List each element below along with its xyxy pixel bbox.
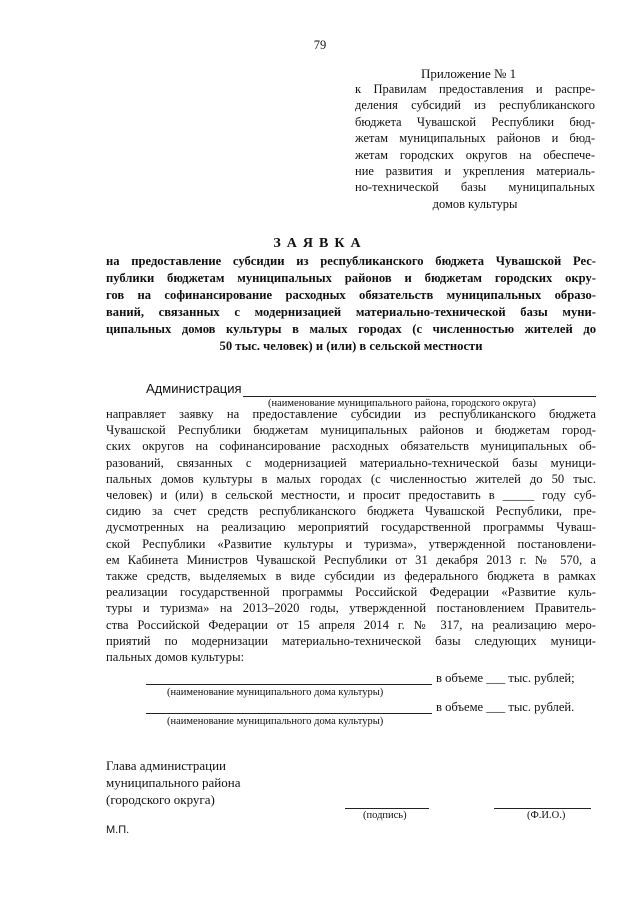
body-line: реализации государственной программы Российской Федерации «Развитие куль- [106,585,596,600]
appendix-line: бюджета Чувашской Республики бюд- [355,114,595,129]
body-text [106,406,596,665]
subtitle-line: 50 тыс. человек) и (или) в сельской местности [219,339,483,354]
body-line: также средств, выделяемых в виде субсидии из федерального бюджета в рамках [106,569,596,584]
subtitle-line: гов на софинансирование расходных обязательств муниципальных образо- [106,288,596,303]
appendix-line: к Правилам предоставления и распре- [355,82,595,96]
body-line: ем Кабинета Министров Чувашской Республики от 31 декабря 2013 г. № 570, а [106,552,596,567]
house-amount-text: в объеме ___ тыс. рублей; [436,671,575,685]
house-name-field[interactable] [146,684,432,685]
admin-caption: (наименование муниципального района, городского округа) [268,398,536,409]
admin-label: Администрация [146,381,242,396]
body-line: ской Республики «Развитие культуры и туризма», утвержденной постановлени- [106,536,596,551]
appendix-line: ние развития и укрепления материаль- [355,164,595,179]
subtitle-line: публики бюджетам муниципальных районов и бюджетам городских окру- [106,271,596,286]
full-name-caption: (Ф.И.О.) [527,810,566,821]
page-number: 79 [313,38,327,52]
appendix-line: домов культуры [432,196,518,211]
signatory-title [106,758,240,808]
body-line: ства Российской Федерации от 15 апреля 2014 г. № 317, на реализацию меро- [106,617,596,632]
house-amount-text: в объеме ___ тыс. рублей. [436,700,575,714]
appendix-line: жетам городских округов на обеспече- [355,147,595,162]
signatory-line: муниципального района [106,774,241,790]
appendix-line: жетам муниципальных районов и бюд- [355,131,595,146]
document-subtitle [106,253,596,356]
body-line: сидию за счет средств республиканского бюджета Чувашской Республики, пре- [106,504,596,519]
body-line: туры и туризма» на 2013–2020 годы, утвержденной постановлением Правитель- [106,601,596,616]
body-line: Чувашской Республики бюджетам муниципальных районов и бюджетам город- [106,423,596,438]
admin-name-field[interactable] [243,396,596,397]
stamp-label: М.П. [106,824,130,836]
house-caption: (наименование муниципального дома культуры) [167,687,384,698]
body-line: направляет заявку на предоставление субсидии из республиканского бюджета [106,407,596,421]
body-line: ских округов на софинансирование расходных обязательств муниципальных об- [106,439,596,454]
subtitle-line: ваний, связанных с модернизацией материально-технической базы муни- [106,305,596,320]
signatory-line: (городского округа) [106,791,215,807]
house-name-field[interactable] [146,713,432,714]
body-line: дусмотренных на реализацию мероприятий государственной программы Чуваш- [106,520,596,535]
subtitle-line: ципальных домов культуры в малых городах (с численностью жителей до [106,322,596,337]
signature-field[interactable] [345,808,429,809]
signature-caption: (подпись) [363,810,407,821]
appendix-line: деления субсидий из республиканского [355,98,595,113]
full-name-field[interactable] [494,808,591,809]
signatory-line: Глава администрации [106,758,227,773]
body-line: пальных домов культуры: [106,650,245,665]
appendix-text [355,81,595,212]
body-line: пальных домов культуры в малых городах (с численностью жителей до 50 тыс. [106,471,596,486]
appendix-line: но-технической базы муниципальных [355,180,595,195]
document-title: ЗАЯВКА [273,236,367,251]
house-caption: (наименование муниципального дома культуры) [167,716,384,727]
subtitle-line: на предоставление субсидии из республиканского бюджета Чувашской Рес- [106,254,596,268]
body-line: человек) и (или) в сельской местности, и просит предоставить в _____ году суб- [106,488,596,503]
body-line: приятий по модернизации материально-технической базы следующих муници- [106,633,596,648]
appendix-title: Приложение № 1 [421,66,517,81]
body-line: разований, связанных с модернизацией материально-технической базы муници- [106,455,596,470]
